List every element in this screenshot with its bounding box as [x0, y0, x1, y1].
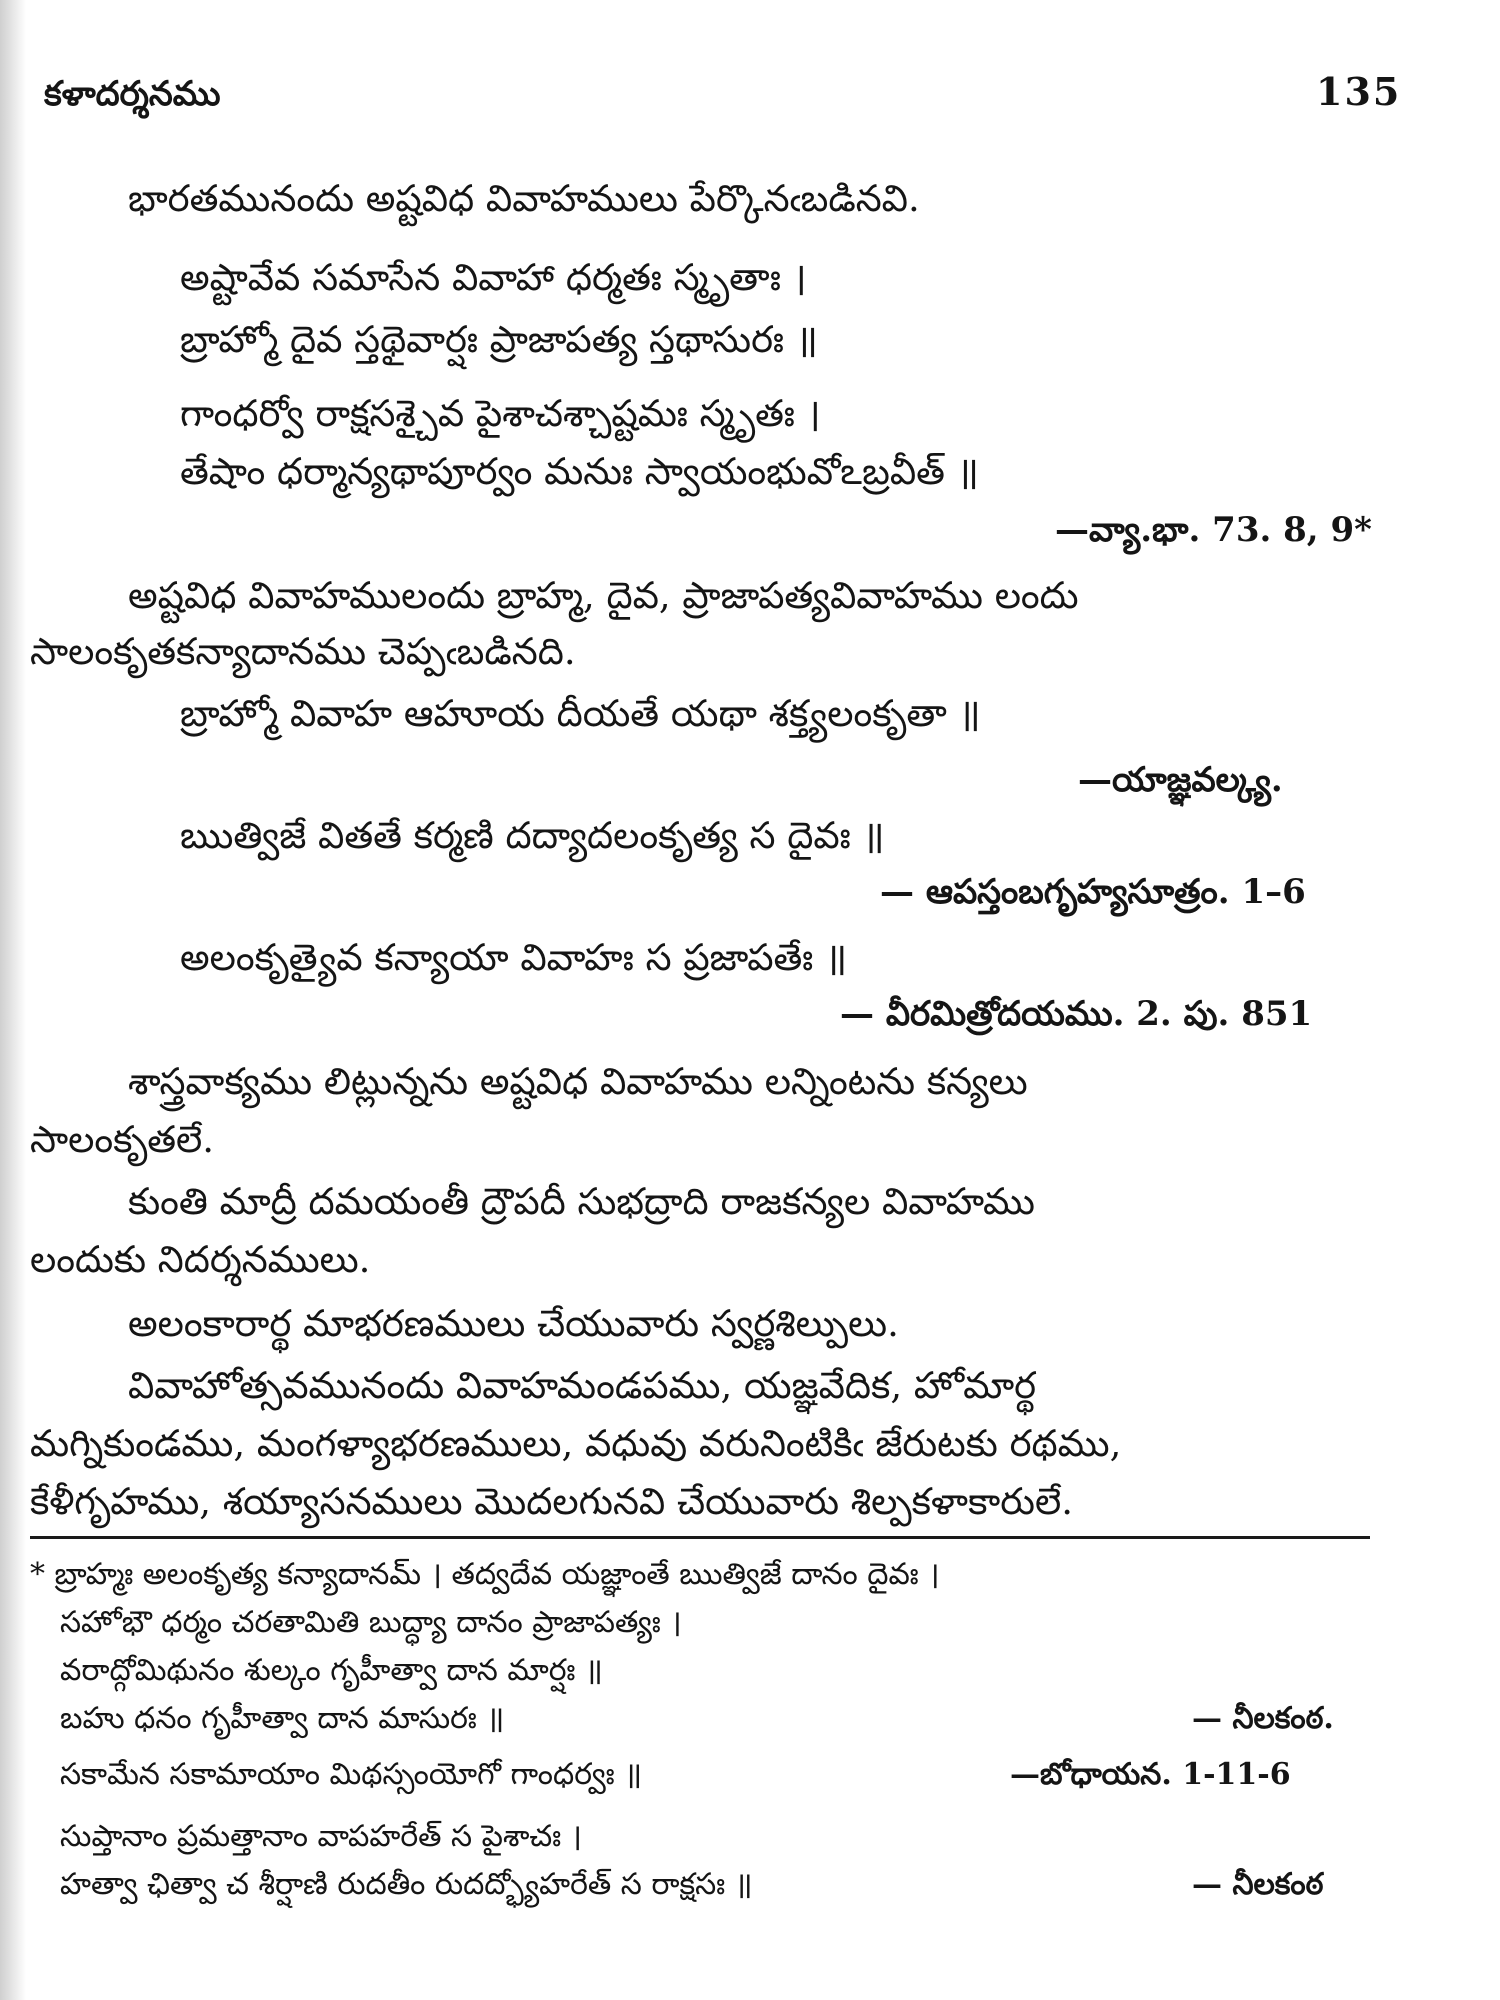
verse-1-line-4: తేషాం ధర్మాన్యథాపూర్వం మనుః స్వాయంభువోఽబ్రవీత్ ॥: [180, 450, 979, 493]
footnote-reference-3: — నీలకంఠ: [1192, 1867, 1324, 1902]
footnote-line-6: సుప్తానాం ప్రమత్తానాం వాపహరేత్ స పైశాచః ।: [60, 1819, 583, 1854]
binding-shadow: [0, 0, 26, 2000]
footnote-reference-2: —బోధాయన. 1-11-6: [1010, 1757, 1291, 1792]
paragraph-5: అలంకారార్థ మాభరణములు చేయువారు స్వర్ణశిల్పులు.: [128, 1302, 899, 1345]
paragraph-6-line-3: కేళీగృహము, శయ్యాసనములు మొదలగునవి చేయువారు శిల్పకళాకారులే.: [30, 1480, 1073, 1523]
page-number: 135: [1316, 69, 1402, 114]
verse-4: అలంకృత్యైవ కన్యాయా వివాహః స ప్రజాపతేః ॥: [180, 936, 848, 979]
verse-1-line-2: బ్రాహ్మో దైవ స్తథైవార్షః ప్రాజాపత్య స్తథాసురః ॥: [180, 318, 818, 361]
footnote-line-1: * బ్రాహ్మః అలంకృత్య కన్యాదానమ్ । తద్వదేవ యజ్ఞాంతే ఋత్విజే దానం దైవః ।: [30, 1557, 940, 1592]
footnote-line-2: సహోభౌ ధర్మం చరతామితి బుద్ధ్యా దానం ప్రాజాపత్యః ।: [60, 1605, 682, 1640]
footnote-line-4: బహు ధనం గృహీత్వా దాన మాసురః ॥: [60, 1701, 505, 1736]
footnote-reference-1: — నీలకంఠ.: [1192, 1701, 1334, 1736]
paragraph-3-line-2: సాలంకృతలే.: [30, 1118, 215, 1161]
reference-3: — ఆపస్తంబగృహ్యసూత్రం. 1–6: [880, 872, 1306, 912]
running-header-title: కళాదర్శనము: [44, 74, 221, 114]
reference-1: —వ్యా.భా. 73. 8, 9*: [1055, 510, 1372, 550]
paragraph-6-line-1: వివాహోత్సవమునందు వివాహమండపము, యజ్ఞవేదిక, హోమార్థ: [128, 1364, 1037, 1407]
paragraph-6-line-2: మగ్నికుండము, మంగళ్యాభరణములు, వధువు వరునింటికిఁ జేరుటకు రథము,: [30, 1422, 1122, 1465]
reference-4: — వీరమిత్రోదయము. 2. పు. 851: [840, 994, 1313, 1034]
verse-1-line-3: గాంధర్వో రాక్షసశ్చైవ పైశాచశ్చాష్టమః స్మృతః ।: [180, 392, 821, 435]
footnote-rule: [30, 1536, 1370, 1539]
footnote-line-5: సకామేన సకామాయాం మిథస్సంయోగో గాంధర్వః ॥: [60, 1757, 643, 1792]
footnote-line-7: హత్వా ఛిత్వా చ శీర్షాణి రుదతీం రుదద్భ్యోహరేత్ స రాక్షసః ॥: [60, 1867, 753, 1902]
paragraph-2-line-2: సాలంకృతకన్యాదానము చెప్పఁబడినది.: [30, 630, 576, 673]
verse-3: ఋత్విజే వితతే కర్మణి దద్యాదలంకృత్య స దైవః ॥: [180, 814, 885, 857]
paragraph-1: భారతమునందు అష్టవిధ వివాహములు పేర్కొనఁబడినవి.: [128, 177, 920, 220]
reference-2: —యాజ్ఞవల్క్య.: [1078, 760, 1283, 800]
paragraph-4-line-1: కుంతి మాద్రీ దమయంతీ ద్రౌపదీ సుభద్రాది రాజకన్యల వివాహము: [128, 1180, 1035, 1223]
paragraph-4-line-2: లందుకు నిదర్శనములు.: [30, 1238, 371, 1281]
footnote-line-3: వరాద్గోమిథునం శుల్కం గృహీత్వా దాన మార్షః ॥: [60, 1653, 603, 1688]
paragraph-2-line-1: అష్టవిధ వివాహములందు బ్రాహ్మ, దైవ, ప్రాజాపత్యవివాహము లందు: [128, 574, 1079, 617]
paragraph-3-line-1: శాస్త్రవాక్యము లిట్లున్నను అష్టవిధ వివాహము లన్నింటను కన్యలు: [128, 1060, 1028, 1103]
verse-1-line-1: అష్టావేవ సమాసేన వివాహా ధర్మతః స్మృతాః ।: [180, 256, 807, 299]
verse-2: బ్రాహ్మో వివాహ ఆహూయ దీయతే యథా శక్త్యలంకృతా ॥: [180, 692, 981, 735]
